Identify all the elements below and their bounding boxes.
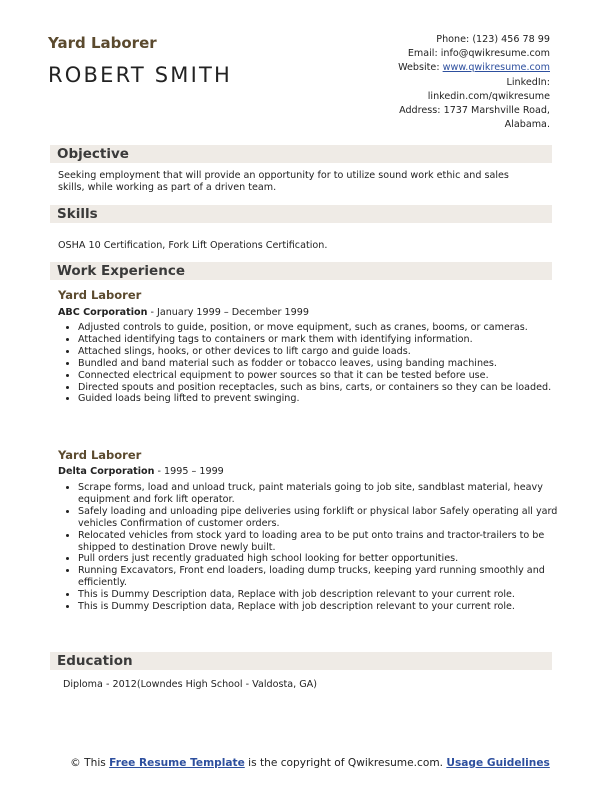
list-item: • Bundled and band material such as fodder or tobacco leaves, using banding machines.: [78, 358, 562, 370]
list-item: • Pull orders just recently graduated high school looking for better opportunities.: [78, 553, 562, 565]
education-section-header: [50, 652, 552, 670]
experience-section-header: [50, 262, 552, 280]
list-item: • Attached identifying tags to containers or mark them with identifying information.: [78, 334, 562, 346]
education-text: Diploma - 2012(Lowndes High School - Valdosta, GA): [63, 679, 317, 690]
list-item: • Directed spouts and position receptacles, such as bins, carts, or containers so they can be loaded.: [78, 382, 562, 394]
free-resume-template-link[interactable]: Free Resume Template: [109, 757, 245, 769]
job-1-company: ABC Corporation: [58, 307, 148, 318]
job-2-title: Yard Laborer: [58, 448, 142, 462]
address-line2: Alabama.: [504, 119, 550, 131]
list-item: • Scrape forms, load and unload truck, paint materials going to job site, sandblast material, heavy equipment and fork lift operator.: [78, 482, 562, 506]
list-item: • Guided loads being lifted to prevent swinging.: [78, 393, 562, 405]
usage-guidelines-link[interactable]: Usage Guidelines: [446, 757, 550, 769]
contact-address: [310, 104, 550, 118]
list-item: • Connected electrical equipment to power sources so that it can be tested before use.: [78, 370, 562, 382]
contact-block: [310, 33, 550, 132]
website-label: Website:: [398, 62, 440, 74]
list-item: • This is Dummy Description data, Replace with job description relevant to your current role.: [78, 601, 562, 613]
resume-header: [0, 0, 612, 140]
job-1-duties: [62, 322, 562, 405]
email-label: Email:: [407, 48, 438, 60]
objective-section-header: [50, 145, 552, 163]
job-1-dates: - January 1999 – December 1999: [147, 307, 309, 318]
footer-prefix: © This: [70, 757, 110, 769]
objective-text: Seeking employment that will provide an opportunity for to utilize sound work ethic and sales skills, while working as part of a driven team.: [58, 170, 509, 193]
list-item: • Relocated vehicles from stock yard to loading area to be put onto trains and tractor-trailers to be shipped to destination Drove newly built.: [78, 530, 562, 554]
list-item: • Attached slings, hooks, or other devices to lift cargo and guide loads.: [78, 346, 562, 358]
skills-section-header: [50, 205, 552, 223]
contact-linkedin-label: LinkedIn:: [506, 76, 550, 88]
contact-email: [310, 47, 550, 61]
candidate-name: ROBERT SMITH: [48, 63, 233, 87]
address-label: Address:: [399, 105, 441, 117]
list-item: • This is Dummy Description data, Replace with job description relevant to your current role.: [78, 589, 562, 601]
experience-heading: Work Experience: [57, 263, 185, 279]
list-item: • Running Excavators, Front end loaders, loading dump trucks, keeping yard running smoothly and efficiently.: [78, 565, 562, 589]
job-1-title: Yard Laborer: [58, 288, 142, 302]
website-link[interactable]: www.qwikresume.com: [442, 62, 550, 74]
phone-value: (123) 456 78 99: [472, 34, 550, 45]
list-item: • Safely loading and unloading pipe deliveries using forklift or physical labor Safely operating all yard vehicles Confirmation of customer orders.: [78, 506, 562, 530]
job-2-duties: [62, 482, 562, 613]
email-value: info@qwikresume.com: [440, 48, 550, 60]
address-line1: 1737 Marshville Road,: [443, 105, 550, 117]
job-2-org: [58, 466, 224, 477]
skills-text: OSHA 10 Certification, Fork Lift Operations Certification.: [58, 240, 328, 251]
job-1-org: [58, 307, 309, 318]
education-heading: Education: [57, 653, 133, 669]
job-title: Yard Laborer: [48, 34, 157, 52]
phone-label: Phone:: [436, 34, 470, 45]
contact-linkedin-value: linkedin.com/qwikresume: [427, 90, 550, 102]
job-2-company: Delta Corporation: [58, 466, 155, 477]
contact-website: [310, 61, 550, 75]
footer-middle: is the copyright of Qwikresume.com.: [244, 757, 447, 769]
job-2-dates: - 1995 – 1999: [154, 466, 224, 477]
objective-heading: Objective: [57, 146, 129, 162]
footer-copyright: [70, 757, 550, 771]
skills-heading: Skills: [57, 206, 98, 222]
contact-phone: [310, 33, 550, 47]
list-item: • Adjusted controls to guide, position, or move equipment, such as cranes, booms, or cameras.: [78, 322, 562, 334]
